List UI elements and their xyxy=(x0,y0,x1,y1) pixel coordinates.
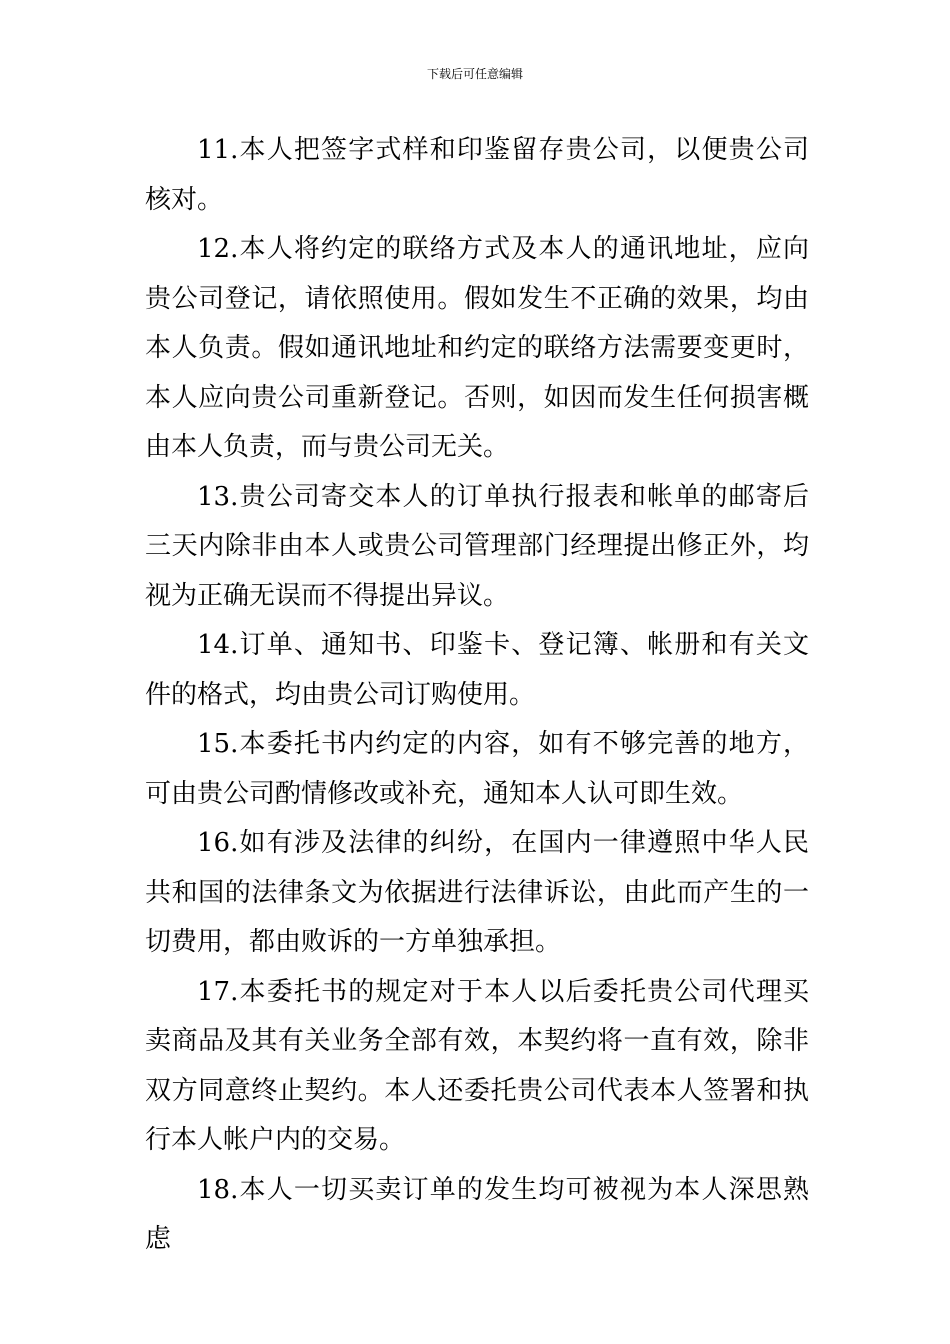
clause-12: 12.本人将约定的联络方式及本人的通讯地址，应向贵公司登记，请依照使用。假如发生不正确的效果，均由本人负责。假如通讯地址和约定的联络方法需要变更时，本人应向贵公司重新登记。否则，如因而发生任何损害概由本人负责，而与贵公司无关。 xyxy=(145,234,809,462)
clause-16: 16.如有涉及法律的纠纷，在国内一律遵照中华人民共和国的法律条文为依据进行法律诉讼，由此而产生的一切费用，都由败诉的一方单独承担。 xyxy=(145,828,809,957)
clause-14: 14.订单、通知书、印鉴卡、登记簿、帐册和有关文件的格式，均由贵公司订购使用。 xyxy=(145,630,809,710)
page-header-note: 下载后可任意编辑 xyxy=(426,67,523,81)
clause-15: 15.本委托书内约定的内容，如有不够完善的地方，可由贵公司酌情修改或补充，通知本人认可即生效。 xyxy=(145,729,809,809)
clause-18: 18.本人一切买卖订单的发生均可被视为本人深思熟虑 xyxy=(145,1174,809,1254)
clause-17: 17.本委托书的规定对于本人以后委托贵公司代理买卖商品及其有关业务全部有效，本契约将一直有效，除非双方同意终止契约。本人还委托贵公司代表本人签署和执行本人帐户内的交易。 xyxy=(145,976,809,1155)
clause-13: 13.贵公司寄交本人的订单执行报表和帐单的邮寄后三天内除非由本人或贵公司管理部门经理提出修正外，均视为正确无误而不得提出异议。 xyxy=(145,481,809,611)
document-body xyxy=(145,126,809,1265)
clause-11: 11.本人把签字式样和印鉴留存贵公司，以便贵公司核对。 xyxy=(145,135,809,215)
